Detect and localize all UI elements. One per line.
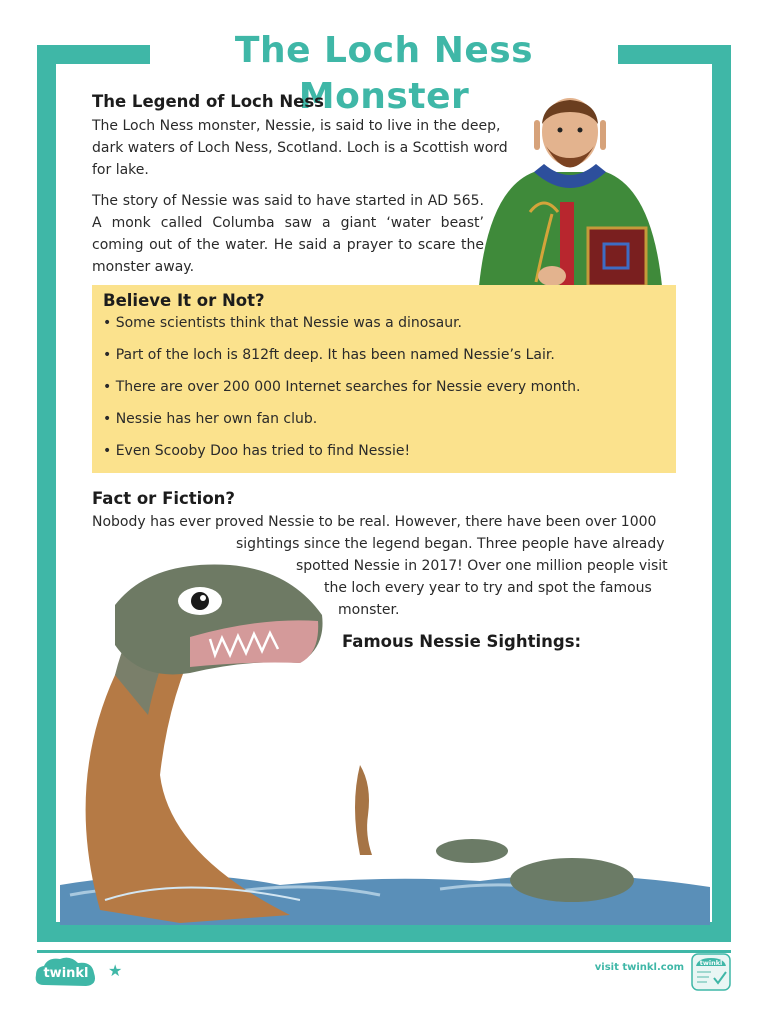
believe-it-or-not-box (92, 285, 676, 473)
legend-para-1: The Loch Ness monster, Nessie, is said to live in the deep, dark waters of Loch Ness, Scotland. Loch is a Scottish word for lake. (92, 118, 508, 178)
facts-list (103, 315, 580, 475)
visit-link[interactable]: visit twinkl.com (594, 962, 684, 973)
legend-heading: The Legend of Loch Ness (92, 92, 324, 111)
logo-text: twinkl (43, 966, 89, 981)
list-item: • Part of the loch is 812ft deep. It has been named Nessie’s Lair. (103, 347, 555, 363)
facts-heading: Believe It or Not? (103, 291, 265, 310)
fiction-heading: Fact or Fiction? (92, 489, 235, 508)
sightings-heading: Famous Nessie Sightings: (342, 632, 582, 651)
badge-text: twinkl (699, 959, 723, 967)
quality-badge-icon (690, 952, 732, 992)
legend-para-2: The story of Nessie was said to have started in AD 565. A monk called Columba saw a giant ‘water beast’ coming out of the water. He said a prayer to scare the monster away. (92, 193, 484, 275)
fiction-line-5: monster. (338, 602, 400, 618)
list-item: • There are over 200 000 Internet searches for Nessie every month. (103, 379, 581, 395)
nessie-illustration (60, 555, 710, 925)
fiction-line-1: Nobody has ever proved Nessie to be real. However, there have been over 1000 (92, 514, 657, 530)
page-title: The Loch Ness Monster (234, 30, 534, 117)
footer-divider (37, 950, 731, 953)
twinkl-logo[interactable] (34, 955, 98, 989)
fiction-line-3: spotted Nessie in 2017! Over one million people visit (296, 558, 668, 574)
fiction-line-4: the loch every year to try and spot the famous (324, 580, 652, 596)
list-item: • Nessie has her own fan club. (103, 411, 318, 427)
list-item: • Even Scooby Doo has tried to find Nessie! (103, 443, 411, 459)
fiction-line-2: sightings since the legend began. Three people have already (236, 536, 665, 552)
list-item: • Some scientists think that Nessie was a dinosaur. (103, 315, 463, 331)
star-icon: ★ (108, 961, 123, 980)
monk-columba-illustration (474, 94, 666, 286)
